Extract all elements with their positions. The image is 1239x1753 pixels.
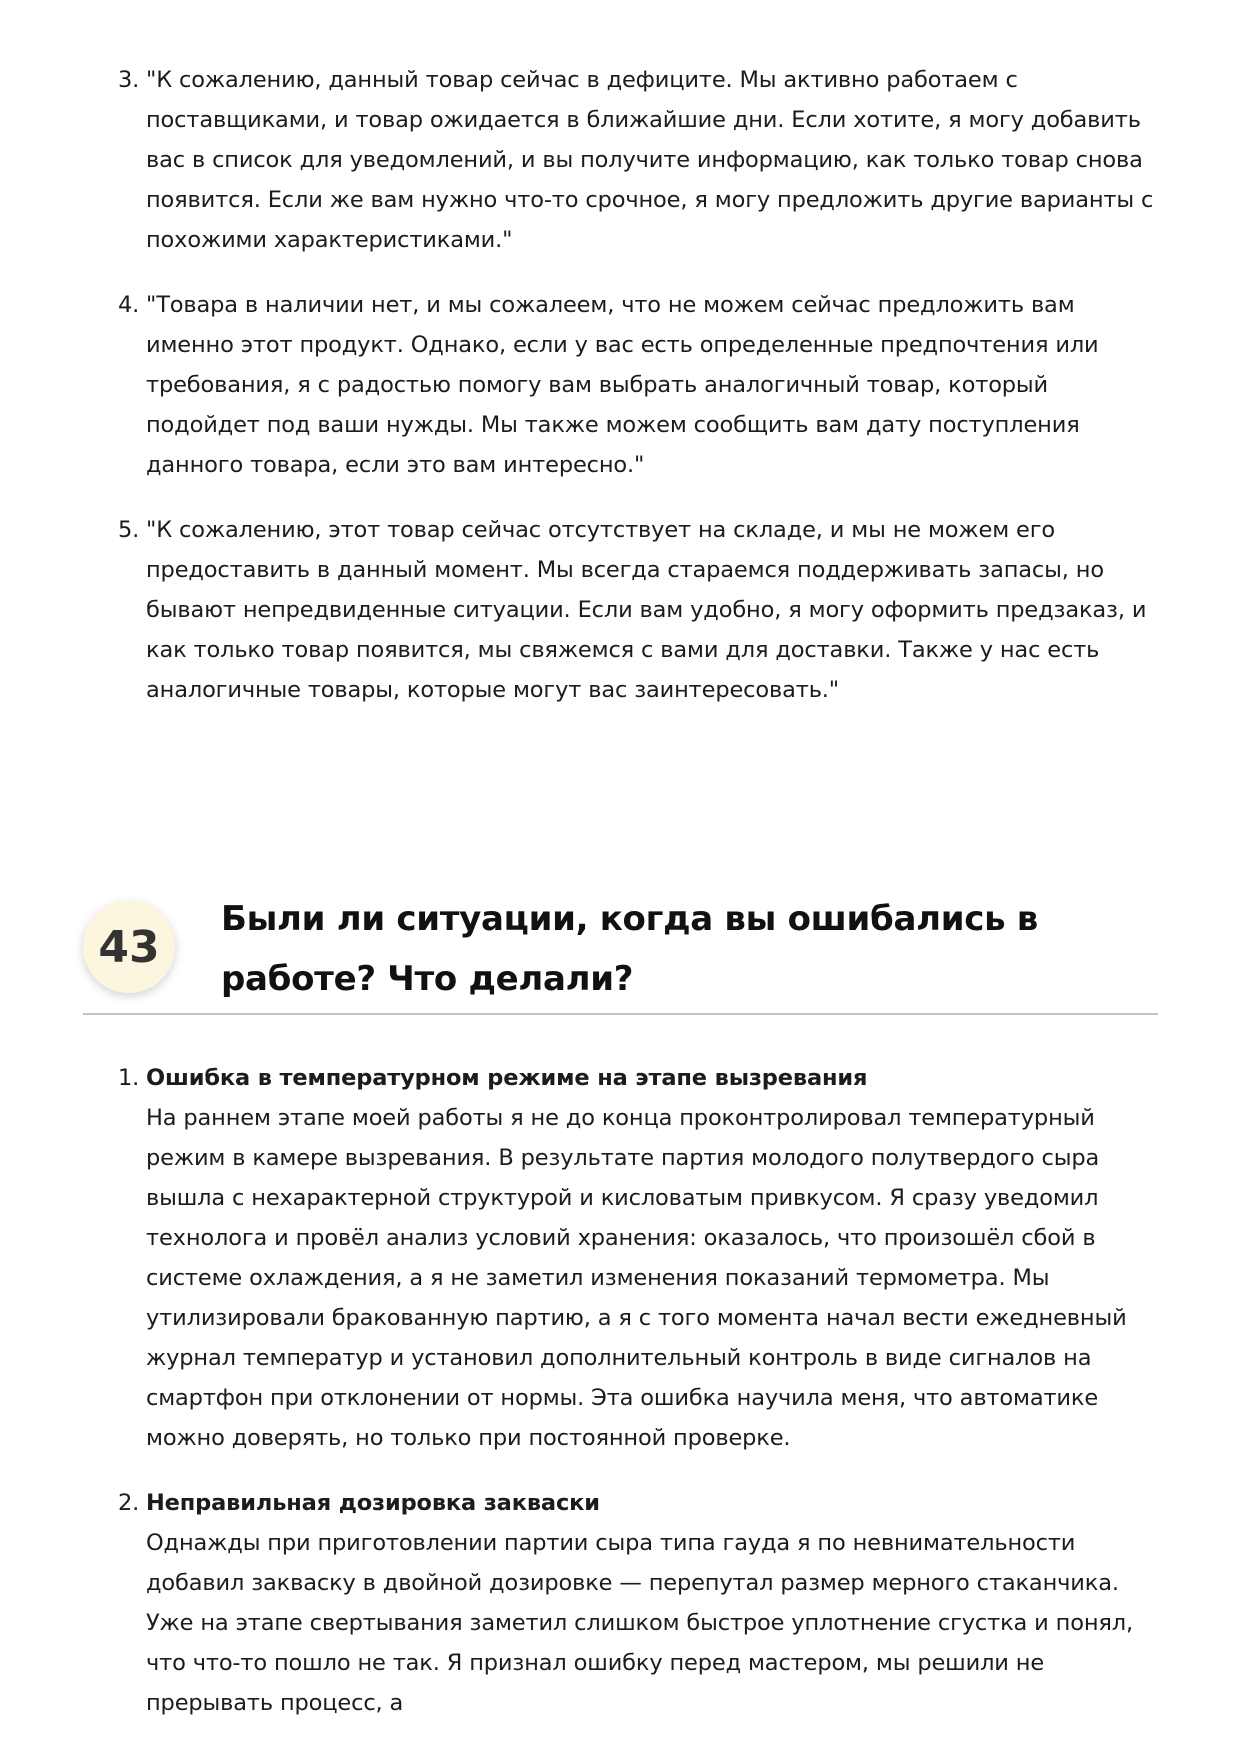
list-item <box>118 510 1168 710</box>
question-title: Были ли ситуации, когда вы ошибались в работе? Что делали? <box>221 899 1039 999</box>
list-item-text: "К сожалению, данный товар сейчас в дефиците. Мы активно работаем с поставщиками, и товар ожидается в ближайшие дни. Если хотите, я могу добавить вас в список для уведомлений, и вы получите информацию, как только товар снова появится. Если же вам нужно что-то срочное, я могу предложить другие варианты с похожими характеристиками." <box>146 67 1154 253</box>
answer-list-top <box>118 60 1168 735</box>
list-item-number: 2. <box>118 1490 140 1516</box>
list-item <box>118 285 1168 485</box>
answer-list-bottom <box>118 1058 1168 1748</box>
list-item-title: Неправильная дозировка закваски <box>146 1490 600 1516</box>
list-item-text: "Товара в наличии нет, и мы сожалеем, что не можем сейчас предложить вам именно этот продукт. Однако, если у вас есть определенные предпочтения или требования, я с радостью помогу вам выбрать аналогичный товар, который подойдет под ваши нужды. Мы также можем сообщить вам дату поступления данного товара, если это вам интересно." <box>146 292 1099 478</box>
list-item-number: 1. <box>118 1065 140 1091</box>
list-item-number: 5. <box>118 517 140 543</box>
list-item-number: 4. <box>118 292 140 318</box>
list-item <box>118 60 1168 260</box>
list-item-text: Однажды при приготовлении партии сыра типа гауда я по невнимательности добавил закваску в двойной дозировке — перепутал размер мерного стаканчика. Уже на этапе свертывания заметил слишком быстрое уплотнение сгустка и понял, что что-то пошло не так. Я признал ошибку перед мастером, мы решили не прерывать процесс, а <box>146 1530 1134 1716</box>
list-item <box>118 1058 1168 1458</box>
section-divider <box>83 1013 1158 1015</box>
list-item-title: Ошибка в температурном режиме на этапе вызревания <box>146 1065 868 1091</box>
list-item <box>118 1483 1168 1723</box>
list-item-text: На раннем этапе моей работы я не до конца проконтролировал температурный режим в камере вызревания. В результате партия молодого полутвердого сыра вышла с нехарактерной структурой и кисловатым привкусом. Я сразу уведомил технолога и провёл анализ условий хранения: оказалось, что произошёл сбой в системе охлаждения, а я не заметил изменения показаний термометра. Мы утилизировали бракованную партию, а я с того момента начал вести ежедневный журнал температур и установил дополнительный контроль в виде сигналов на смартфон при отклонении от нормы. Эта ошибка научила меня, что автоматике можно доверять, но только при постоянной проверке. <box>146 1105 1127 1451</box>
question-number-badge: 43 <box>83 901 175 993</box>
list-item-number: 3. <box>118 67 140 93</box>
list-item-text: "К сожалению, этот товар сейчас отсутствует на складе, и мы не можем его предоставить в данный момент. Мы всегда стараемся поддерживать запасы, но бывают непредвиденные ситуации. Если вам удобно, я могу оформить предзаказ, и как только товар появится, мы свяжемся с вами для доставки. Также у нас есть аналогичные товары, которые могут вас заинтересовать." <box>146 517 1147 703</box>
